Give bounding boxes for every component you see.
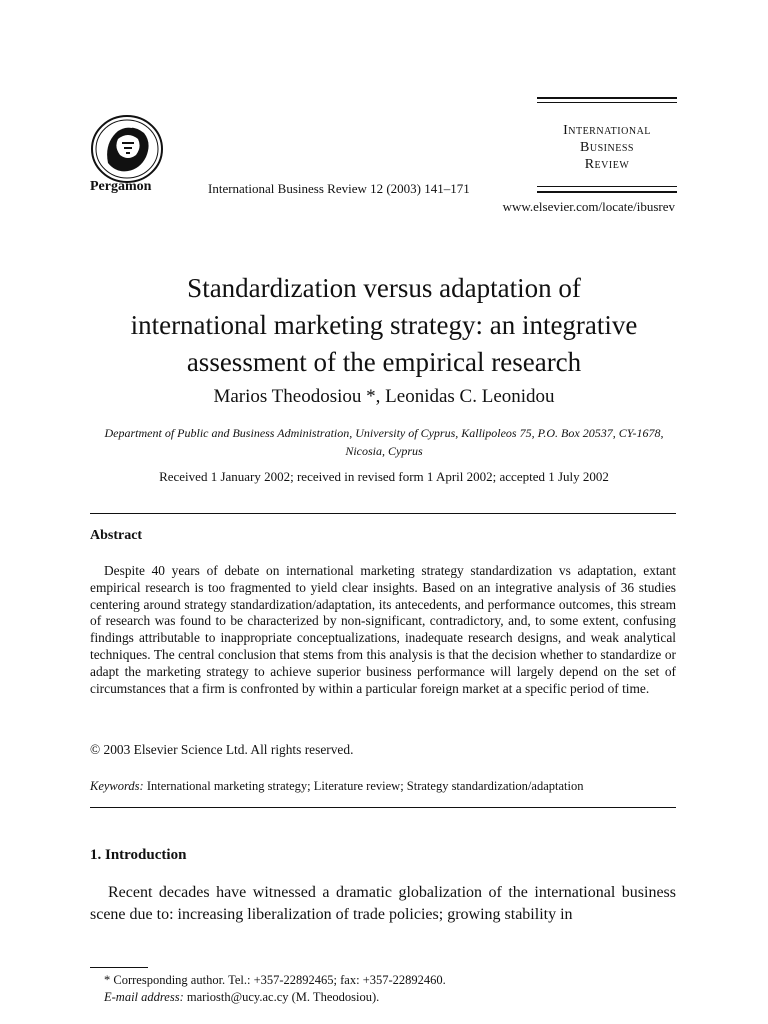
publisher-logo-icon [88, 113, 166, 185]
journal-citation: International Business Review 12 (2003) 141–171 [208, 181, 470, 196]
introduction-heading: 1. Introduction [90, 847, 187, 863]
footnote [104, 972, 446, 1006]
journal-bottom-rule [537, 191, 677, 193]
journal-masthead [537, 122, 677, 173]
keywords-text: International marketing strategy; Literature review; Strategy standardization/adaptation [146, 779, 584, 793]
copyright-notice: © 2003 Elsevier Science Ltd. All rights reserved. [90, 742, 354, 757]
abstract-body: Despite 40 years of debate on international marketing strategy standardization vs adaptation, extant empirical research is too fragmented to yield clear insights. Based on an integrative analysis of 36 studies centering around strategy standardization/adaptation, its antecedents, and performance outcomes, this stream of research was found to be characterized by non-significant, contradictory, and, to some extent, confusing findings attributable to inappropriate conceptualizations, inadequate research designs, and weak analytical techniques. The central conclusion that stems from this analysis is that the decision whether to standardize or adapt the marketing strategy to achieve superior business performance will largely depend on the set of circumstances that a firm is confronted by within a particular foreign market at a specific period of time. [90, 563, 676, 696]
email-label: E-mail address: [104, 990, 184, 1004]
abstract-bottom-rule [90, 807, 676, 808]
journal-bottom-rule-thin [537, 186, 677, 187]
journal-top-rule [537, 97, 677, 99]
abstract-top-rule [90, 513, 676, 514]
footnote-contact: * Corresponding author. Tel.: +357-22892465; fax: +357-22892460. [104, 973, 446, 987]
author-affiliation: Department of Public and Business Administration, University of Cyprus, Kallipoleos 75, P.O. Box 20537, CY-1678, Nicosia, Cyprus [104, 426, 664, 458]
author-list: Marios Theodosiou *, Leonidas C. Leonidou [213, 386, 555, 407]
keywords [90, 779, 583, 794]
introduction-body: Recent decades have witnessed a dramatic globalization of the international business scene due to: increasing liberalization of trade policies; growing stability in [90, 884, 676, 923]
journal-url[interactable]: www.elsevier.com/locate/ibusrev [502, 199, 675, 214]
footnote-email [104, 989, 446, 1006]
title-line: assessment of the empirical research [186, 347, 582, 377]
article-dates: Received 1 January 2002; received in revised form 1 April 2002; accepted 1 July 2002 [159, 469, 609, 484]
journal-line: Review [584, 157, 630, 172]
email-text[interactable]: mariosth@ucy.ac.cy (M. Theodosiou). [186, 990, 380, 1004]
journal-line: Business [580, 140, 634, 155]
journal-top-rule-thin [537, 102, 677, 103]
abstract-heading: Abstract [90, 528, 143, 543]
footnote-rule [90, 967, 148, 968]
title-line: international marketing strategy: an integrative [130, 310, 638, 340]
journal-line: International [563, 123, 651, 138]
article-title [60, 270, 708, 381]
keywords-label: Keywords: [90, 779, 144, 793]
publisher-name: Pergamon [90, 179, 152, 194]
title-line: Standardization versus adaptation of [187, 273, 581, 303]
